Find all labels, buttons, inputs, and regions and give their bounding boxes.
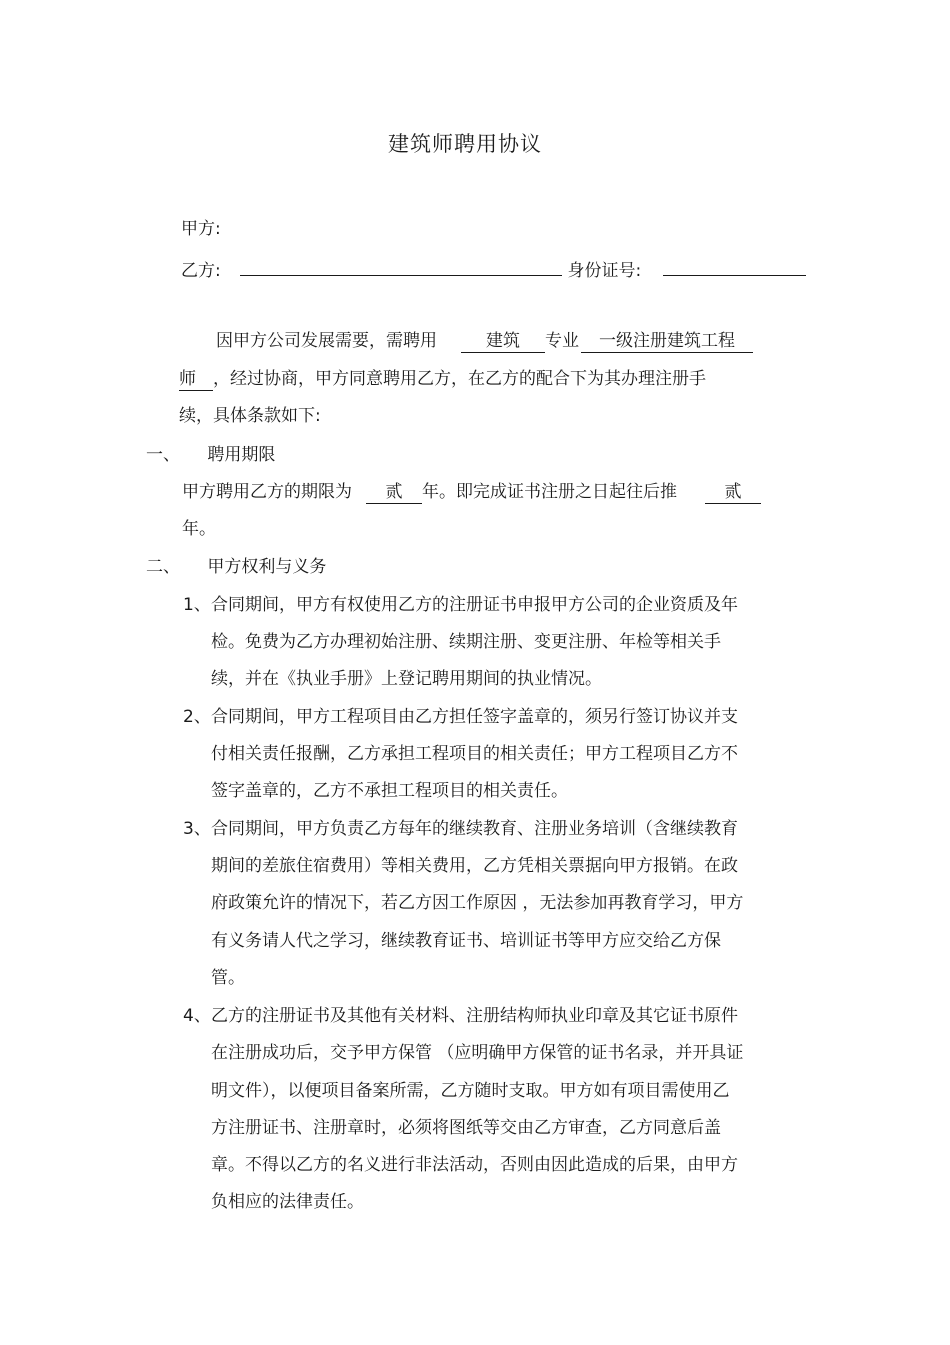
item-1-number: 1、 xyxy=(183,595,211,615)
item-4-line: 方注册证书、注册章时，必须将图纸等交由乙方审查，乙方同意后盖 xyxy=(211,1118,721,1138)
page-title: 建筑师聘用协议 xyxy=(388,132,542,156)
party-b-line xyxy=(181,255,806,283)
party-a-line xyxy=(181,217,221,241)
intro-text-1: 因甲方公司发展需要，需聘用 xyxy=(216,331,437,351)
id-number-blank[interactable] xyxy=(663,255,806,276)
qualification-field-cont: 师 xyxy=(179,368,213,391)
item-4-line: 在注册成功后，交予甲方保管 （应明确甲方保管的证书名录，并开具证 xyxy=(211,1043,744,1063)
section-number: 一、 xyxy=(146,445,180,465)
item-4-line: 乙方的注册证书及其他有关材料、注册结构师执业印章及其它证书原件 xyxy=(211,1006,738,1026)
intro-line-2 xyxy=(179,367,706,391)
item-3-line: 有义务请人代之学习，继续教育证书、培训证书等甲方应交给乙方保 xyxy=(211,931,721,951)
item-2-line: 合同期间，甲方工程项目由乙方担任签字盖章的，须另行签订协议并支 xyxy=(211,707,738,727)
item-4-line: 章。不得以乙方的名义进行非法活动，否则由因此造成的后果，由甲方 xyxy=(211,1155,738,1175)
qualification-field: 一级注册建筑工程 xyxy=(581,330,753,353)
term-line-2: 年。 xyxy=(182,519,216,539)
section-number: 二、 xyxy=(146,557,180,577)
profession-field: 建筑 xyxy=(461,330,545,353)
item-1-line: 续，并在《执业手册》上登记聘用期间的执业情况。 xyxy=(211,669,602,689)
term-line-1 xyxy=(182,480,761,504)
section-title: 甲方权利与义务 xyxy=(207,557,327,577)
item-3-line: 合同期间，甲方负责乙方每年的继续教育、注册业务培训（含继续教育 xyxy=(211,819,738,839)
item-3-line: 期间的差旅住宿费用）等相关费用，乙方凭相关票据向甲方报销。在政 xyxy=(211,856,738,876)
section-2-heading xyxy=(146,555,326,579)
item-1-line: 合同期间，甲方有权使用乙方的注册证书申报甲方公司的企业资质及年 xyxy=(211,595,738,615)
item-3-line: 管。 xyxy=(211,968,245,988)
item-2-number: 2、 xyxy=(183,707,211,727)
section-1-heading xyxy=(146,443,275,467)
item-1-line: 检。免费为乙方办理初始注册、续期注册、变更注册、年检等相关手 xyxy=(211,632,721,652)
term-text-1: 甲方聘用乙方的期限为 xyxy=(182,482,352,502)
section-title: 聘用期限 xyxy=(207,445,276,465)
item-4-number: 4、 xyxy=(183,1006,211,1026)
party-a-label: 甲方: xyxy=(181,219,221,239)
term-years-field-2: 贰 xyxy=(705,481,761,504)
id-number-label: 身份证号: xyxy=(567,261,642,281)
party-b-name-blank[interactable] xyxy=(240,255,562,276)
intro-line-3: 续，具体条款如下: xyxy=(179,406,321,426)
item-3-line: 府政策允许的情况下，若乙方因工作原因 ，无法参加再教育学习，甲方 xyxy=(211,893,744,913)
item-4-line: 明文件），以便项目备案所需，乙方随时支取。甲方如有项目需使用乙 xyxy=(211,1081,730,1101)
intro-line-1 xyxy=(216,329,753,353)
party-b-label: 乙方: xyxy=(181,261,221,281)
term-text-2: 年。即完成证书注册之日起往后推 xyxy=(422,482,677,502)
item-2-line: 付相关责任报酬，乙方承担工程项目的相关责任；甲方工程项目乙方不 xyxy=(211,744,738,764)
item-4-line: 负相应的法律责任。 xyxy=(211,1192,364,1212)
item-2-line: 签字盖章的，乙方不承担工程项目的相关责任。 xyxy=(211,781,568,801)
intro-text-3: ，经过协商，甲方同意聘用乙方，在乙方的配合下为其办理注册手 xyxy=(213,369,706,389)
intro-text-2: 专业 xyxy=(545,331,579,351)
term-years-field: 贰 xyxy=(366,481,422,504)
item-3-number: 3、 xyxy=(183,819,211,839)
